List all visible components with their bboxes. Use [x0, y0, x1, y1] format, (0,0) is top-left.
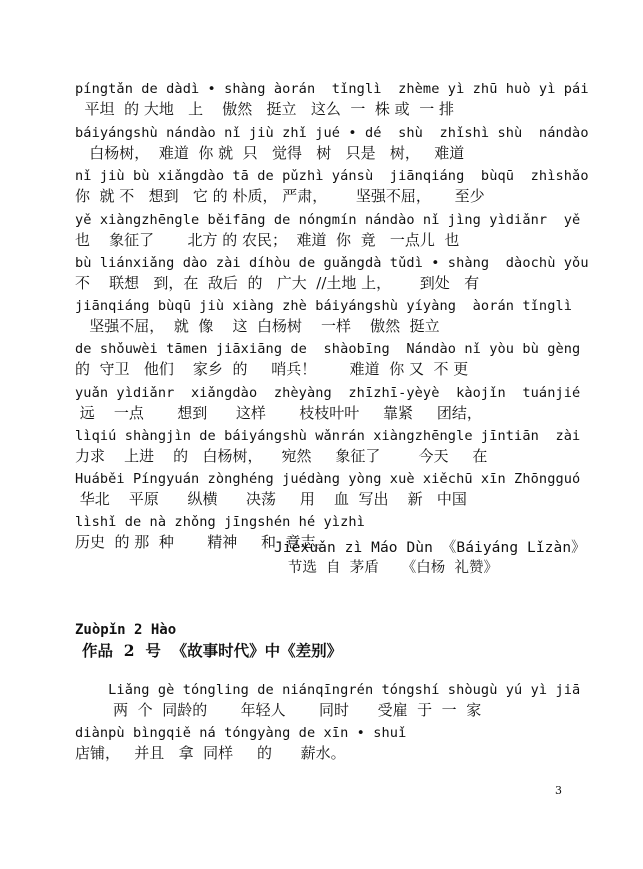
pinyin-line: de shǒuwèi tāmen jiāxiāng de shàobīng Nándào nǐ yòu bù gèng — [75, 341, 581, 357]
pinyin-line: bù liánxiǎng dào zài díhòu de guǎngdà tǔdì • shàng dàochù yǒu — [75, 255, 589, 271]
pinyin-line: Liǎng gè tóngling de niánqīngrén tóngshí shòugù yú yì jiā — [75, 682, 581, 698]
hanzi-line: 坚强不屈， 就 像 这 白杨树 一样 傲然 挺立 — [75, 317, 440, 335]
hanzi-line: 两 个 同龄的 年轻人 同时 受雇 于 一 家 — [75, 701, 482, 719]
hanzi-line: 白杨树， 难道 你 就 只 觉得 树 只是 树， 难道 — [75, 144, 465, 162]
hanzi-line: 店铺， 并且 拿 同样 的 薪水。 — [75, 744, 346, 762]
pinyin-line: yuǎn yìdiǎnr xiǎngdào zhèyàng zhīzhī-yèyè kàojǐn tuánjié — [75, 385, 581, 401]
hanzi-line: 远 一点 想到 这样 枝枝叶叶 靠紧 团结， — [75, 404, 482, 422]
hanzi-line: 华北 平原 纵横 决荡 用 血 写出 新 中国 — [75, 490, 467, 508]
page-number: 3 — [555, 784, 562, 797]
pinyin-line: lìqiú shàngjìn de báiyángshù wǎnrán xiàngzhēngle jīntiān zài — [75, 428, 581, 444]
hanzi-line: 你 就 不 想到 它 的 朴质， 严肃， 坚强不屈， 至少 — [75, 187, 485, 205]
pinyin-line: nǐ jiù bù xiǎngdào tā de pǔzhì yánsù jiānqiáng bùqū zhìshǎo — [75, 168, 589, 184]
pinyin-line: lìshǐ de nà zhǒng jīngshén hé yìzhì — [75, 514, 365, 530]
work-heading-pinyin: Zuòpǐn 2 Hào — [75, 622, 177, 638]
pinyin-line: Huáběi Píngyuán zònghéng juédàng yòng xuè xiěchū xīn Zhōngguó — [75, 471, 581, 487]
hanzi-line: 平坦 的 大地 上 傲然 挺立 这么 一 株 或 一 排 — [75, 100, 454, 118]
hanzi-line: 不 联想 到，在 敌后 的 广大 //土地 上， 到处 有 — [75, 274, 480, 292]
hanzi-line: 的 守卫 他们 家乡 的 哨兵！ 难道 你 又 不 更 — [75, 360, 469, 378]
pinyin-line: diànpù bìngqiě ná tóngyàng de xīn • shuǐ — [75, 725, 407, 741]
source-pinyin: Jiéxuǎn zì Máo Dùn 《Báiyáng Lǐzàn》 — [274, 540, 586, 556]
pinyin-line: píngtǎn de dàdì • shàng àorán tǐnglì zhème yì zhū huò yì pái — [75, 81, 589, 97]
hanzi-line: 力求 上进 的 白杨树， 宛然 象征了 今天 在 — [75, 447, 488, 465]
hanzi-line: 历史 的 那 种 精神 和 意志。 — [75, 533, 331, 551]
pinyin-line: jiānqiáng bùqū jiù xiàng zhè báiyángshù yíyàng àorán tǐnglì — [75, 298, 573, 314]
pinyin-line: yě xiàngzhēngle běifāng de nóngmín nándào nǐ jìng yìdiǎnr yě — [75, 212, 581, 228]
source-citation: 节选 自 茅盾 《白杨 礼赞》 — [274, 560, 499, 576]
hanzi-line: 也 象征了 北方 的 农民； 难道 你 竟 一点儿 也 — [75, 231, 460, 249]
pinyin-line: báiyángshù nándào nǐ jiù zhǐ jué • dé shù zhǐshì shù nándào — [75, 125, 589, 141]
work-heading: 作品 2 号 《故事时代》中《差别》 — [82, 641, 343, 660]
